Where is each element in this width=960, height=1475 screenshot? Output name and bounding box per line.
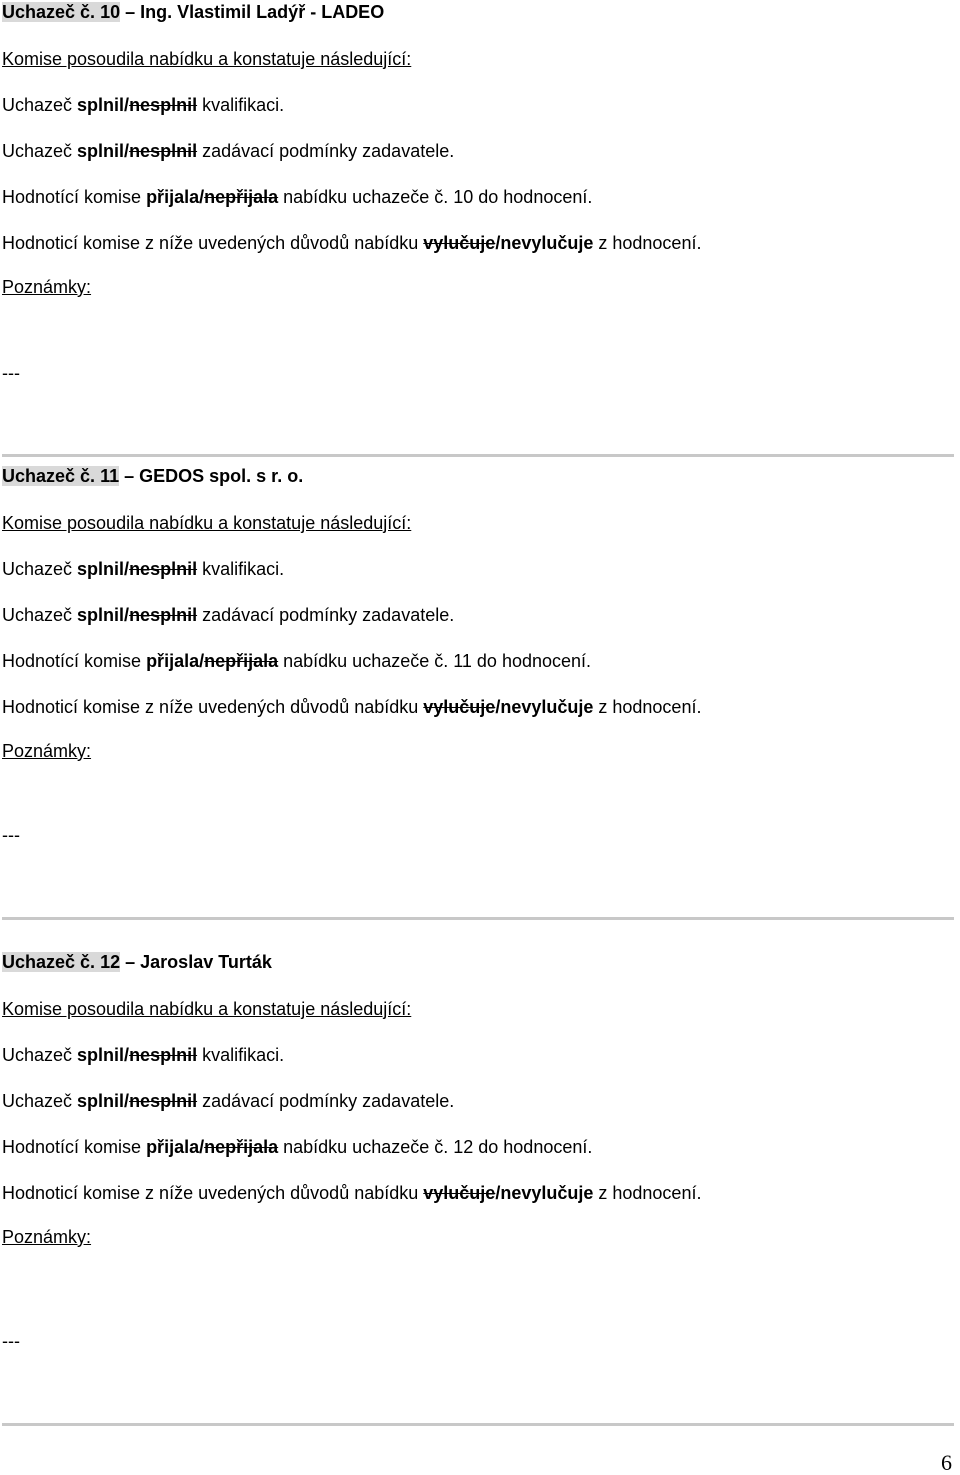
bidder-prefix: Uchazeč č. 12	[2, 952, 121, 972]
exclusion-line: Hodnoticí komise z níže uvedených důvodů nabídku vylučuje/nevylučuje z hodnocení.	[2, 233, 702, 253]
bidder-dash: –	[125, 2, 136, 22]
bidder-heading-10	[2, 1, 384, 23]
exclusion-line: Hodnoticí komise z níže uvedených důvodů nabídku vylučuje/nevylučuje z hodnocení.	[2, 1183, 702, 1203]
section-divider	[2, 917, 954, 920]
notes-value: ---	[2, 825, 20, 845]
notes-label: Poznámky:	[2, 1227, 92, 1247]
commission-intro: Komise posoudila nabídku a konstatuje následující:	[2, 49, 412, 69]
notes-value: ---	[2, 1331, 20, 1351]
section-divider	[2, 1423, 954, 1426]
bidder-prefix: Uchazeč č. 11	[2, 466, 120, 486]
qualification-line: Uchazeč splnil/nesplnil kvalifikaci.	[2, 95, 285, 115]
notes-value: ---	[2, 363, 20, 383]
exclusion-line: Hodnoticí komise z níže uvedených důvodů nabídku vylučuje/nevylučuje z hodnocení.	[2, 697, 702, 717]
page-number: 6	[941, 1450, 952, 1475]
bidder-name: Ing. Vlastimil Ladýř - LADEO	[140, 2, 385, 22]
bidder-heading-12	[2, 951, 272, 973]
acceptance-line: Hodnotící komise přijala/nepřijala nabídku uchazeče č. 10 do hodnocení.	[2, 187, 593, 207]
acceptance-line: Hodnotící komise přijala/nepřijala nabídku uchazeče č. 12 do hodnocení.	[2, 1137, 593, 1157]
notes-label: Poznámky:	[2, 277, 92, 297]
bidder-prefix: Uchazeč č. 10	[2, 2, 121, 22]
qualification-line: Uchazeč splnil/nesplnil kvalifikaci.	[2, 559, 285, 579]
bidder-dash: –	[125, 952, 136, 972]
bidder-name: GEDOS spol. s r. o.	[139, 466, 304, 486]
bidder-dash: –	[124, 466, 135, 486]
bidder-name: Jaroslav Turták	[140, 952, 272, 972]
commission-intro: Komise posoudila nabídku a konstatuje následující:	[2, 513, 412, 533]
conditions-line: Uchazeč splnil/nesplnil zadávací podmínky zadavatele.	[2, 141, 455, 161]
commission-intro: Komise posoudila nabídku a konstatuje následující:	[2, 999, 412, 1019]
acceptance-line: Hodnotící komise přijala/nepřijala nabídku uchazeče č. 11 do hodnocení.	[2, 651, 592, 671]
conditions-line: Uchazeč splnil/nesplnil zadávací podmínky zadavatele.	[2, 1091, 455, 1111]
section-divider	[2, 454, 954, 457]
notes-label: Poznámky:	[2, 741, 92, 761]
qualification-line: Uchazeč splnil/nesplnil kvalifikaci.	[2, 1045, 285, 1065]
bidder-heading-11	[2, 465, 303, 487]
conditions-line: Uchazeč splnil/nesplnil zadávací podmínky zadavatele.	[2, 605, 455, 625]
